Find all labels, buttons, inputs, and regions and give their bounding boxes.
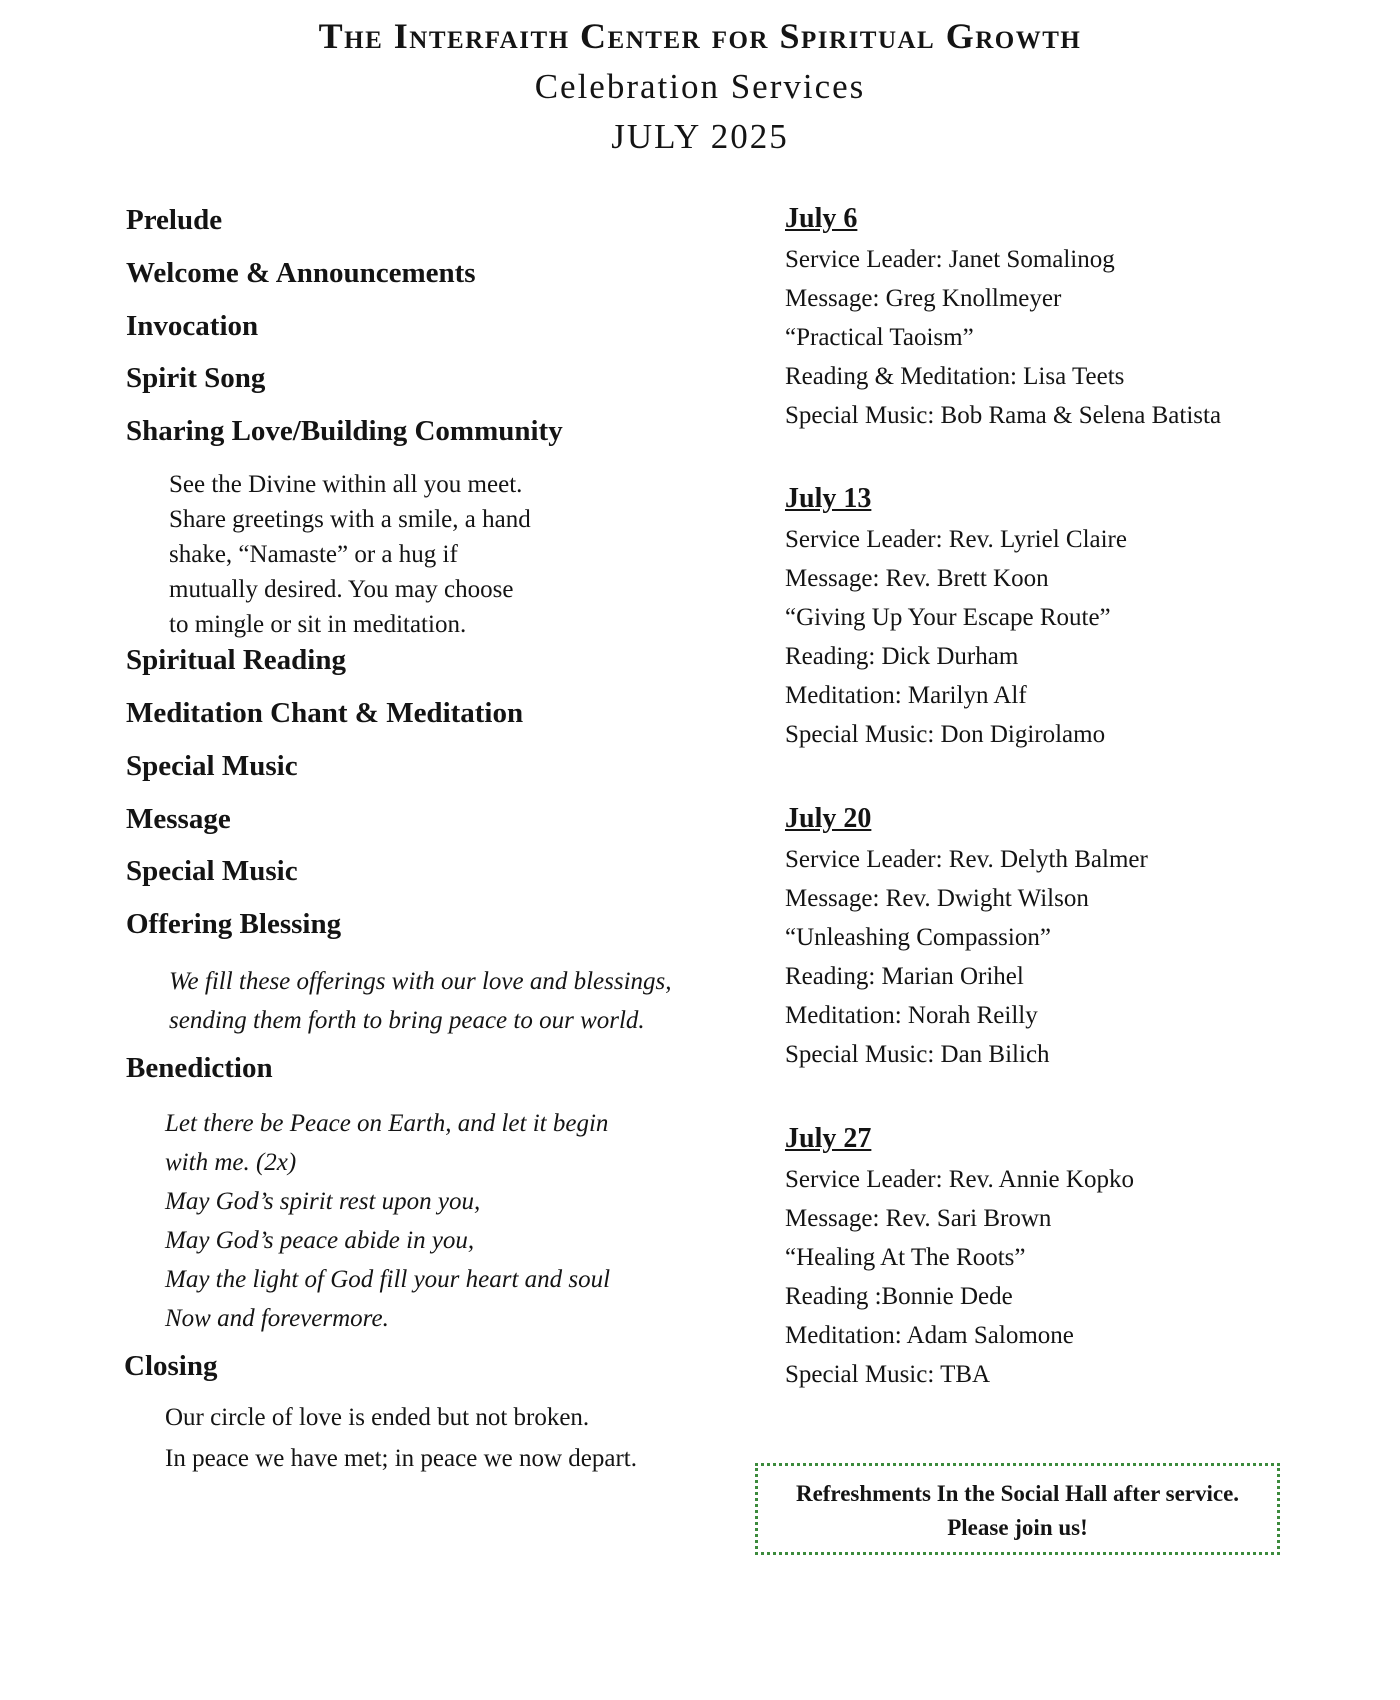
item-closing: Closing: [124, 1350, 218, 1382]
service-line: Special Music: Don Digirolamo: [785, 721, 1106, 748]
service-line: Special Music: Bob Rama & Selena Batista: [785, 402, 1222, 429]
closing-line: In peace we have met; in peace we now depart.: [165, 1445, 637, 1472]
service-line: “Practical Taoism”: [785, 324, 974, 351]
service-line: Meditation: Norah Reilly: [785, 1002, 1038, 1029]
service-line: Special Music: TBA: [785, 1361, 991, 1388]
notice-line: Refreshments In the Social Hall after service.: [795, 1481, 1240, 1506]
benediction-line: May God’s spirit rest upon you,: [165, 1188, 481, 1215]
item-sharing: Sharing Love/Building Community: [126, 415, 563, 447]
service-line: Reading: Dick Durham: [785, 643, 1019, 670]
benediction-line: Now and forevermore.: [165, 1305, 389, 1332]
service-line: Service Leader: Rev. Annie Kopko: [785, 1166, 1134, 1193]
service-line: Message: Rev. Dwight Wilson: [785, 885, 1089, 912]
service-date: July 27: [785, 1123, 872, 1154]
closing-text: [165, 1397, 637, 1479]
item-meditation-chant: Meditation Chant & Meditation: [126, 697, 524, 729]
service-line: Reading: Marian Orihel: [785, 963, 1024, 990]
offering-line: sending them forth to bring peace to our world.: [169, 1007, 645, 1034]
service-line: “Healing At The Roots”: [785, 1244, 1026, 1271]
item-benediction: Benediction: [126, 1052, 273, 1084]
benediction-line: May the light of God fill your heart and soul: [165, 1266, 611, 1293]
item-offering-blessing: Offering Blessing: [126, 908, 342, 940]
refreshments-notice: [755, 1463, 1280, 1555]
service-line: Meditation: Adam Salomone: [785, 1322, 1074, 1349]
sharing-line: shake, “Namaste” or a hug if: [169, 541, 458, 568]
benediction-line: with me. (2x): [165, 1149, 297, 1176]
service-line: Special Music: Dan Bilich: [785, 1041, 1050, 1068]
service-date: July 13: [785, 483, 872, 514]
page-title: The Interfaith Center for Spiritual Growth: [318, 16, 1082, 56]
service-date: July 6: [785, 203, 858, 234]
notice-line: Please join us!: [947, 1515, 1088, 1540]
service-line: Service Leader: Rev. Delyth Balmer: [785, 846, 1148, 873]
service-line: “Giving Up Your Escape Route”: [785, 604, 1111, 631]
service-line: Message: Rev. Brett Koon: [785, 565, 1049, 592]
item-special-music: Special Music: [126, 855, 298, 887]
page-month: JULY 2025: [611, 117, 789, 156]
item-prelude: Prelude: [126, 204, 223, 236]
sharing-description: [169, 467, 531, 642]
service-line: Reading :Bonnie Dede: [785, 1283, 1013, 1310]
service-line: Reading & Meditation: Lisa Teets: [785, 363, 1125, 390]
benediction-text: [165, 1104, 610, 1338]
benediction-line: May God’s peace abide in you,: [165, 1227, 475, 1254]
item-spiritual-reading: Spiritual Reading: [126, 644, 346, 676]
sharing-line: Share greetings with a smile, a hand: [169, 506, 531, 533]
offering-line: We fill these offerings with our love and blessings,: [169, 968, 672, 995]
service-line: Message: Rev. Sari Brown: [785, 1205, 1052, 1232]
item-invocation: Invocation: [126, 310, 259, 342]
sharing-line: See the Divine within all you meet.: [169, 471, 523, 498]
offering-description: [169, 962, 672, 1040]
item-spirit-song: Spirit Song: [126, 362, 266, 394]
item-special-music: Special Music: [126, 750, 298, 782]
sharing-line: mutually desired. You may choose: [169, 576, 514, 603]
service-date: July 20: [785, 803, 872, 834]
service-line: Service Leader: Janet Somalinog: [785, 246, 1115, 273]
closing-line: Our circle of love is ended but not broken.: [165, 1404, 590, 1431]
page-header: [0, 10, 1400, 162]
benediction-line: Let there be Peace on Earth, and let it begin: [165, 1110, 609, 1137]
item-welcome: Welcome & Announcements: [126, 257, 476, 289]
sharing-line: to mingle or sit in meditation.: [169, 611, 467, 638]
service-line: “Unleashing Compassion”: [785, 924, 1051, 951]
service-line: Meditation: Marilyn Alf: [785, 682, 1027, 709]
service-line: Message: Greg Knollmeyer: [785, 285, 1062, 312]
item-message: Message: [126, 803, 231, 835]
page-subtitle: Celebration Services: [534, 67, 866, 106]
service-line: Service Leader: Rev. Lyriel Claire: [785, 526, 1127, 553]
